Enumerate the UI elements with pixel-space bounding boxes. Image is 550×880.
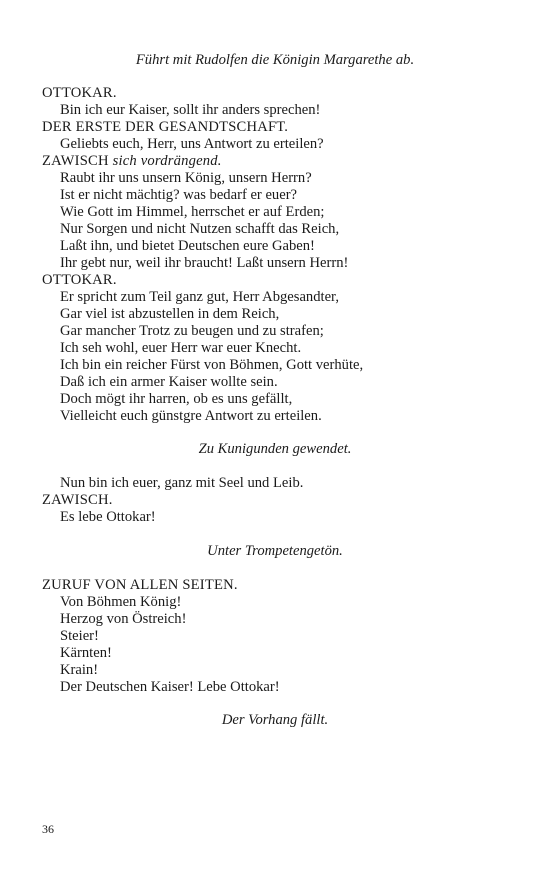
verse-line: Er spricht zum Teil ganz gut, Herr Abgesandter, [60,289,339,305]
verse-line: Es lebe Ottokar! [60,509,156,525]
verse-line: Gar viel ist abzustellen in dem Reich, [60,306,280,322]
speaker-ottokar: OTTOKAR. [42,85,117,101]
verse-line: Ich bin ein reicher Fürst von Böhmen, Gott verhüte, [60,357,364,373]
verse-line: Daß ich ein armer Kaiser wollte sein. [60,374,278,390]
verse-line: Ich seh wohl, euer Herr war euer Knecht. [60,340,302,356]
speaker-ottokar: OTTOKAR. [42,272,117,288]
speaker-zawisch [42,153,222,170]
verse-line: Ist er nicht mächtig? was bedarf er euer? [60,187,298,203]
speaker-name: ZAWISCH [42,153,109,169]
speaker-gesandtschaft: DER ERSTE DER GESANDTSCHAFT. [42,119,289,135]
verse-line: Bin ich eur Kaiser, sollt ihr anders sprechen! [60,102,321,118]
verse-line: Doch mögt ihr harren, ob es uns gefällt, [60,391,293,407]
verse-line: Steier! [60,628,99,644]
verse-line: Geliebts euch, Herr, uns Antwort zu erteilen? [60,136,324,152]
verse-line: Vielleicht euch günstgre Antwort zu erteilen. [60,408,322,424]
verse-line: Laßt ihn, und bietet Deutschen eure Gaben! [60,238,315,254]
speaker-note: sich vordrängend. [112,153,222,169]
verse-line: Krain! [60,662,99,678]
verse-line: Wie Gott im Himmel, herrschet er auf Erden; [60,204,325,220]
verse-line: Ihr gebt nur, weil ihr braucht! Laßt unsern Herrn! [60,255,349,271]
speaker-zuruf: ZURUF VON ALLEN SEITEN. [42,577,238,593]
verse-line: Nun bin ich euer, ganz mit Seel und Leib. [60,475,304,491]
page-number: 36 [42,822,54,836]
stage-direction-exit: Führt mit Rudolfen die Königin Margarethe ab. [135,52,415,68]
stage-direction: Unter Trompetengetön. [207,543,343,559]
speaker-zawisch: ZAWISCH. [42,492,113,508]
verse-line: Herzog von Östreich! [60,611,187,627]
verse-line: Kärnten! [60,645,112,661]
verse-line: Der Deutschen Kaiser! Lebe Ottokar! [60,679,280,695]
verse-line: Gar mancher Trotz zu beugen und zu strafen; [60,323,324,339]
verse-line: Von Böhmen König! [60,594,182,610]
verse-line: Raubt ihr uns unsern König, unsern Herrn? [60,170,312,186]
verse-line: Nur Sorgen und nicht Nutzen schafft das Reich, [60,221,340,237]
stage-direction: Zu Kunigunden gewendet. [198,441,352,457]
stage-direction-curtain: Der Vorhang fällt. [221,712,329,728]
